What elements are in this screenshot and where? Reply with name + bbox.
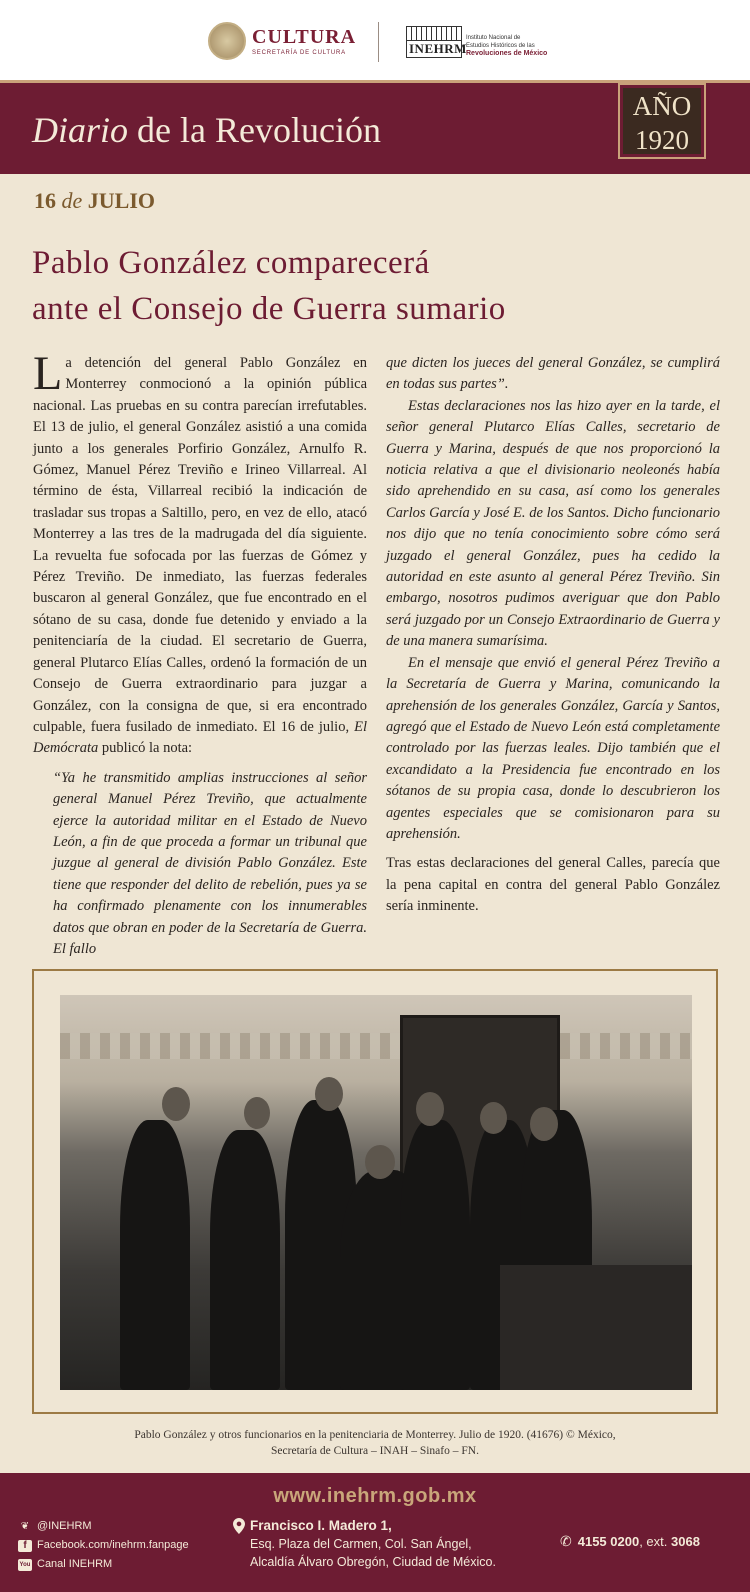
article-paragraph-2: Estas declaraciones nos las hizo ayer en la tarde, el señor general Plutarco Elías Calles, secretario de Guerra y Marina, después de que nos proporcionó la noticia relativa a que el divisionario neoleonés había sido aprehendido en su casa, así como los generales Carlos García y José E. de los Santos. Dicho funcionario nos dijo que no tenía conocimiento sobre cómo será juzgado el general González, pues ha cedido la autoridad en este asunto al general Pérez Treviño. Sin embargo, nosotros pudimos averiguar que don Pablo será juzgado por un Consejo Extraordinario de Guerra y de una manera sumarísima.: [386, 397, 720, 650]
caption-line1: Pablo González y otros funcionarios en la penitenciaria de Monterrey. Julio de 1920. (41676) © México,: [134, 1429, 616, 1441]
person-head: [530, 1107, 558, 1141]
location-pin-icon: [233, 1518, 245, 1534]
date-month: JULIO: [87, 188, 156, 213]
person-figure: [120, 1120, 190, 1390]
person-head: [416, 1092, 444, 1126]
address-line3: Alcaldía Álvaro Obregón, Ciudad de México.: [250, 1555, 496, 1569]
mexico-seal-icon: [208, 22, 246, 60]
phone-block[interactable]: [560, 1533, 700, 1550]
cultura-title: CULTURA: [252, 26, 357, 48]
caption-line2: Secretaría de Cultura – INAH – Sinafo – FN.: [271, 1445, 479, 1457]
footer: [0, 1473, 750, 1592]
social-links: [18, 1517, 189, 1580]
historical-photo: [60, 995, 692, 1390]
inehrm-wordmark: INEHRM: [406, 40, 462, 58]
article-column-left: [33, 347, 368, 960]
article-paragraph-3: En el mensaje que envió el general Pérez Treviño a la Secretaría de Guerra y Marina, comunicando la aprehensión de los generales González, García y Santos, agregó que el Estado de Nuevo León está completamente controlado por las fuerzas leales. Dijo también que el excandidato a la Presidencia fue encontrado en los sótanos de su propia casa, donde lo descubrieron los agentes especiales que se comisionaron para su aprehensión.: [386, 654, 720, 842]
p1-text: a detención del general Pablo González en Monterrey conmocionó a la opinión pública nacional. Las pruebas en su contra parecían irrefutables. El 13 de julio, el general González asistió a una comida junto a los generales Porfirio González, Arnulfo R. Gómez, Manuel Pérez Treviño e Irineo Villarreal. Al término de ésta, Villarreal recibió la indicación de trasladar sus tropas a Saltillo, pero, en vez de ello, atacó Monterrey a las tres de la madrugada del día siguiente. La revuelta fue sofocada por las fuerzas de Gómez y Pérez Treviño. De inmediato, las fuerzas federales buscaron al general González, que fue encontrado en el sótano de su casa, donde fue detenido y enviado a la penitenciaría de la ciudad. El secretario de Guerra, general Plutarco Elías Calles, ordenó la formación de un Consejo de Guerra extraordinario para juzgar a González, con la consigna de que, si era encontrado culpable, fuera fusilado de inmediato. El 16 de julio,: [33, 355, 367, 735]
photo-caption: [40, 1427, 710, 1459]
inehrm-name-line3: Revoluciones de México: [466, 50, 548, 57]
phone-ext-label: , ext.: [639, 1534, 668, 1549]
facebook-link[interactable]: [18, 1536, 189, 1555]
quote-right-text: que dicten los jueces del general González, se cumplirá en todas sus partes”.: [386, 355, 720, 393]
person-head: [244, 1097, 270, 1129]
date-de: de: [61, 188, 83, 213]
person-figure: [400, 1120, 470, 1390]
article-date: [34, 188, 155, 214]
quote-left-text: “Ya he transmitido amplias instrucciones al señor general Manuel Pérez Treviño, que actualmente ejerce la autoridad militar en el Estado de Nuevo León, a fin de que proceda a formar un tribunal que juzgue al general de división Pablo González. Este tiene que responder del delito de rebelión, pues ya se ha confirmado plenamente con los innumerables datos que obran en poder de la Secretaría de Guerra. El fallo: [53, 769, 367, 957]
date-day: 16: [34, 188, 56, 213]
wall-decoration: [60, 1033, 692, 1059]
article-paragraph-1: [33, 347, 368, 760]
top-logo-bar: [0, 0, 750, 80]
person-head: [480, 1102, 507, 1134]
building-icon: [406, 26, 462, 40]
person-head: [365, 1145, 395, 1179]
address-block: [250, 1517, 496, 1571]
person-head: [162, 1087, 190, 1121]
desk-shape: [500, 1265, 692, 1390]
youtube-link[interactable]: [18, 1555, 189, 1580]
headline-line2: ante el Consejo de Guerra sumario: [32, 291, 506, 327]
website-link[interactable]: www.inehrm.gob.mx: [273, 1485, 477, 1507]
facebook-url: Facebook.com/inehrm.fanpage: [37, 1539, 189, 1551]
inehrm-name-line2: Estudios Históricos de las: [466, 43, 535, 49]
headline: [32, 240, 712, 332]
facebook-icon: f: [18, 1540, 32, 1552]
phone-ext: 3068: [671, 1534, 700, 1549]
person-figure: [210, 1130, 280, 1390]
inehrm-name: [466, 34, 547, 58]
article-column-right: [386, 353, 720, 918]
twitter-icon: ❦: [20, 1520, 30, 1532]
closing-paragraph: Tras estas declaraciones del general Calles, parecía que la pena capital en contra del general Pablo González sería inminente.: [386, 855, 720, 915]
youtube-channel: Canal INEHRM: [37, 1558, 113, 1570]
headline-line1: Pablo González comparecerá: [32, 245, 430, 281]
phone-number: 4155 0200: [577, 1534, 640, 1549]
title-italic: Diario: [32, 110, 129, 150]
publication-title: [32, 109, 381, 151]
cultura-logo[interactable]: [208, 22, 356, 60]
phone-icon: ✆: [560, 1533, 572, 1549]
address-line1: Francisco I. Madero 1,: [250, 1518, 392, 1533]
photo-frame: [32, 969, 718, 1414]
title-rest: de la Revolución: [128, 110, 381, 150]
quote-block: [33, 768, 367, 961]
inehrm-logo[interactable]: [406, 26, 547, 58]
inehrm-name-line1: Instituto Nacional de: [466, 35, 521, 41]
youtube-icon: You Tube: [18, 1559, 32, 1571]
year-label: AÑO: [632, 91, 692, 121]
p1-end: publicó la nota:: [101, 740, 193, 757]
quote-continuation: [386, 353, 720, 845]
cultura-subtitle: SECRETARÍA DE CULTURA: [252, 50, 346, 56]
newspaper-name: El Demócrata: [33, 718, 368, 757]
dropcap: L: [33, 347, 63, 400]
year-badge: [618, 83, 706, 159]
twitter-link[interactable]: [18, 1517, 189, 1536]
person-head: [315, 1077, 343, 1111]
address-line2: Esq. Plaza del Carmen, Col. San Ángel,: [250, 1537, 472, 1551]
logo-divider: [378, 22, 379, 62]
twitter-handle: @INEHRM: [37, 1520, 92, 1532]
year-value: 1920: [635, 125, 689, 155]
